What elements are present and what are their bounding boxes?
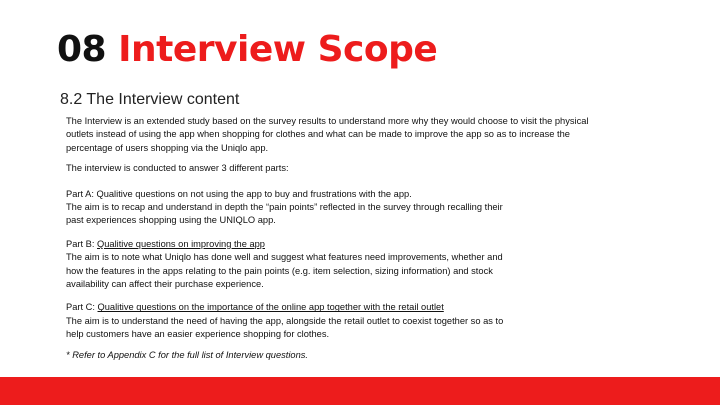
parts-intro: The interview is conducted to answer 3 different parts: — [66, 163, 289, 174]
spacer — [66, 176, 656, 188]
part-c-heading — [66, 301, 656, 314]
part-b-line: availability can affect their purchase experience. — [66, 279, 264, 290]
part-c-link[interactable]: Qualitive questions on the importance of the online app together with the retail outlet — [97, 302, 444, 313]
part-b-line: The aim is to note what Uniqlo has done well and suggest what features need improvements, whether and — [66, 252, 503, 263]
title-text: Interview Scope — [118, 29, 438, 70]
footer-accent-bar — [0, 377, 720, 405]
title-number: 08 — [57, 29, 107, 70]
spacer — [66, 155, 656, 162]
part-a-block — [66, 188, 656, 228]
part-a-heading: Part A: Qualitive questions on not using the app to buy and frustrations with the app. — [66, 188, 412, 199]
part-b-block — [66, 238, 656, 292]
part-a-line: The aim is to recap and understand in depth the “pain points” reflected in the survey through recalling their — [66, 202, 503, 213]
part-b-line: how the features in the apps relating to the pain points (e.g. item selection, sizing information) and stock — [66, 265, 493, 276]
spacer — [66, 342, 656, 349]
part-b-link[interactable]: Qualitive questions on improving the app — [97, 238, 265, 249]
part-b-heading — [66, 238, 656, 251]
spacer — [66, 228, 656, 238]
part-c-block — [66, 301, 656, 341]
appendix-note: * Refer to Appendix C for the full list of Interview questions. — [66, 349, 309, 360]
part-c-line: The aim is to understand the need of having the app, alongside the retail outlet to coexist together so as to — [66, 315, 504, 326]
section-subtitle: 8.2 The Interview content — [60, 91, 240, 108]
part-b-prefix: Part B: — [66, 238, 98, 249]
page-title — [57, 26, 437, 74]
intro-line: The Interview is an extended study based on the survey results to understand more why they would choose to visit the physical — [66, 116, 589, 126]
intro-line: percentage of users shopping via the Uniqlo app. — [66, 142, 269, 153]
intro-line: outlets instead of using the app when shopping for clothes and what can be made to improve the app so as to increase the — [66, 129, 570, 140]
slide-body — [66, 115, 656, 362]
part-a-line: past experiences shopping using the UNIQLO app. — [66, 215, 276, 226]
part-c-prefix: Part C: — [66, 302, 98, 313]
spacer — [66, 291, 656, 301]
part-c-line: help customers have an easier experience shopping for clothes. — [66, 329, 330, 340]
